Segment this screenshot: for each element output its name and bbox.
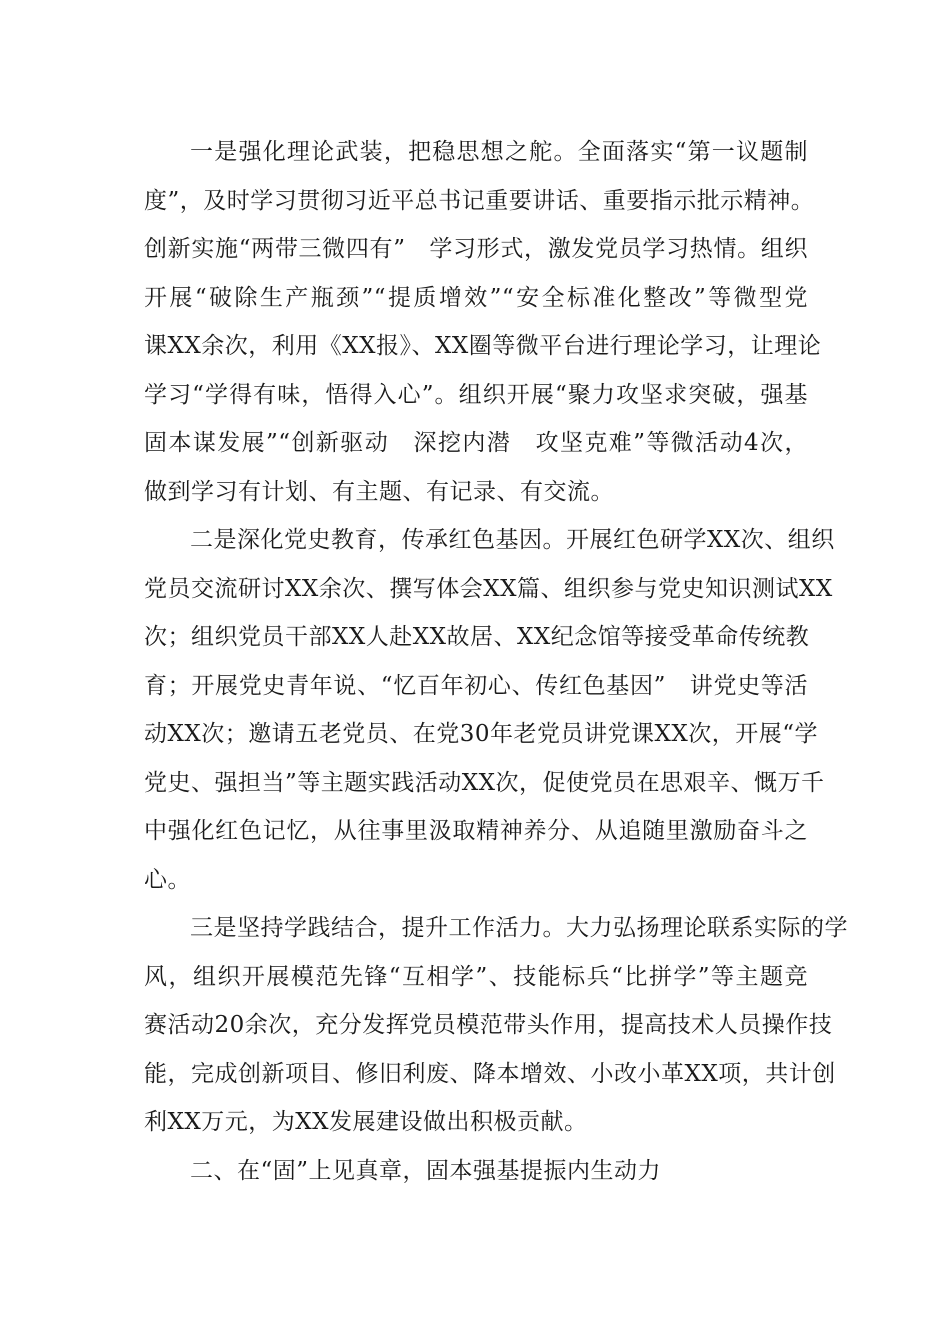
text-line: 二是深化党史教育，传承红色基因。开展红色研学XX次、组织 — [190, 527, 835, 553]
text-line: 学习“学得有味，悟得入心”。组织开展“聚力攻坚求突破，强基 — [144, 381, 808, 408]
text-line: 开展“破除生产瓶颈”“提质增效”“安全标准化整改”等微型党 — [144, 284, 808, 311]
text-line: 中强化红色记忆，从往事里汲取精神养分、从追随里激励奋斗之 — [144, 818, 808, 844]
text-line: 动XX次；邀请五老党员、在党30年老党员讲党课XX次，开展“学 — [144, 721, 819, 747]
text-line: 课XX余次，利用《XX报》、XX圈等微平台进行理论学习，让理论 — [144, 333, 822, 359]
text-line: 三是坚持学践结合，提升工作活力。大力弘扬理论联系实际的学 — [190, 915, 848, 941]
text-line: 利XX万元，为XX发展建设做出积极贡献。 — [144, 1109, 588, 1135]
text-line: 能，完成创新项目、修旧利废、降本增效、小改小革XX项，共计创 — [144, 1060, 836, 1087]
text-line: 度”，及时学习贯彻习近平总书记重要讲话、重要指示批示精神。 — [144, 187, 815, 214]
paragraph-theory-arming — [144, 128, 822, 516]
text-line: 心。 — [144, 866, 191, 893]
paragraph-party-history — [144, 516, 835, 904]
paragraph-learning-practice — [144, 904, 848, 1147]
document-body — [144, 128, 848, 1195]
text-line: 育；开展党史青年说、“忆百年初心、传红色基因” 讲党史等活 — [144, 672, 808, 699]
text-line: 次；组织党员干部XX人赴XX故居、XX纪念馆等接受革命传统教 — [144, 624, 810, 650]
text-line: 创新实施“两带三微四有” 学习形式，激发党员学习热情。组织 — [144, 236, 808, 262]
text-line: 风，组织开展模范先锋“互相学”、技能标兵“比拼学”等主题竞 — [144, 963, 808, 990]
text-line: 赛活动20余次，充分发挥党员模范带头作用，提高技术人员操作技 — [144, 1012, 833, 1038]
text-line: 做到学习有计划、有主题、有记录、有交流。 — [144, 478, 614, 505]
text-line: 党员交流研讨XX余次、撰写体会XX篇、组织参与党史知识测试XX — [144, 575, 833, 602]
text-line: 一是强化理论武装，把稳思想之舵。全面落实“第一议题制 — [190, 139, 808, 165]
heading-line: 二、在“固”上见真章，固本强基提振内生动力 — [190, 1157, 662, 1184]
text-line: 党史、强担当”等主题实践活动XX次，促使党员在思艰辛、慨万千 — [144, 769, 825, 796]
section-heading — [144, 1147, 808, 1196]
text-line: 固本谋发展”“创新驱动 深挖内潜 攻坚克难”等微活动4次， — [144, 430, 808, 456]
